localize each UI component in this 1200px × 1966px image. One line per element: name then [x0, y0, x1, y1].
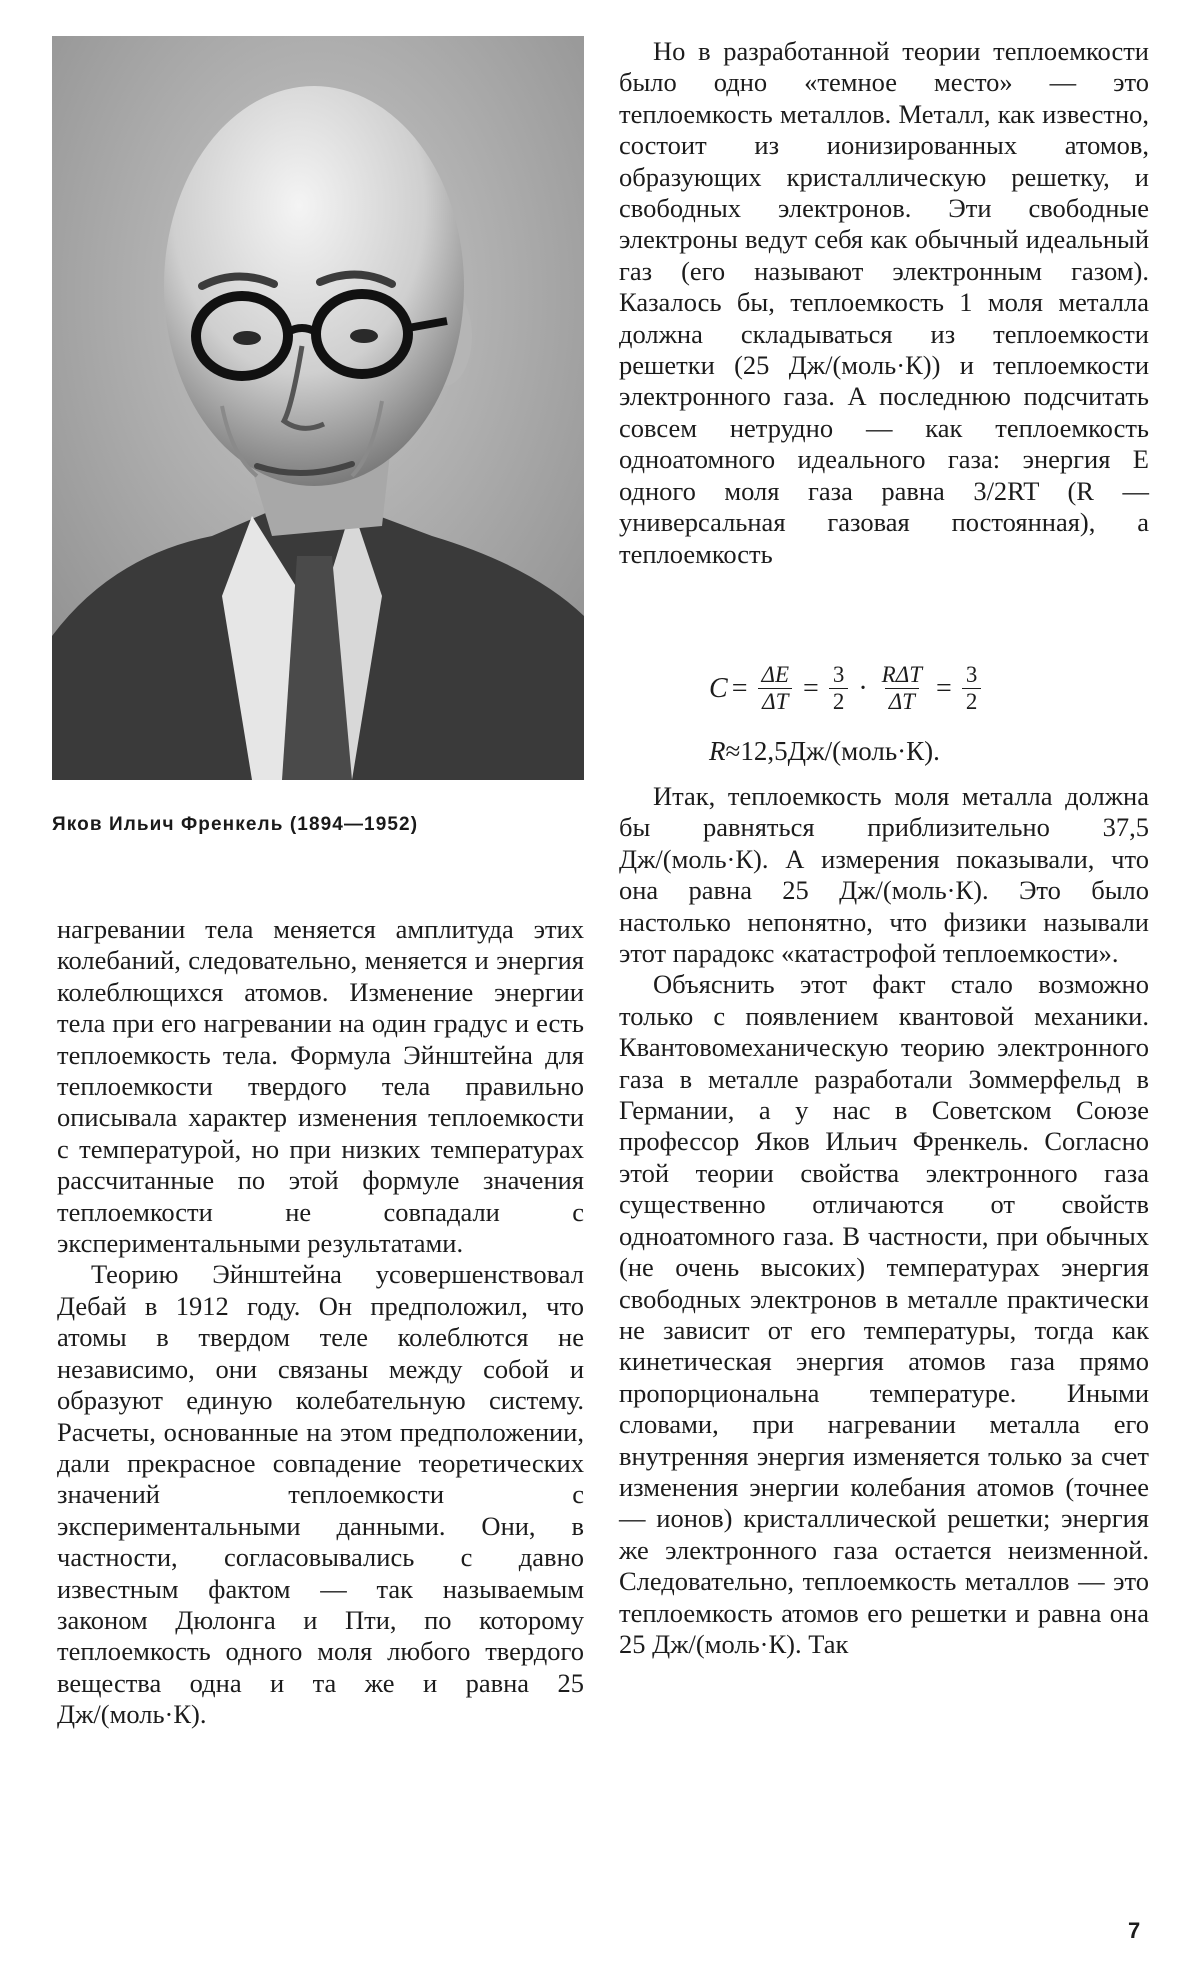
fraction-three-halves — [962, 662, 982, 715]
fraction-denominator: 2 — [829, 688, 849, 715]
paragraph: Объяснить этот факт стало возможно только с появлением квантовой механики. Квантовомеханическую теорию электронного газа в металле разработали Зоммерфельд в Германии, а у нас в Советском Союзе профессор Яков Ильич Френкель. Согласно этой теории свойства электронного газа существенно отличаются от свойств одноатомного газа. В частности, при обычных (не очень высоких) температурах энергия свободных электронов в металле практически не зависит от его температуры, тогда как кинетическая энергия атомов газа прямо пропорциональна температуре. Иными словами, при нагревании металла его внутренняя энергия изменяется только за счет изменения энергии колебания атомов (точнее — ионов) кристаллической решетки; энергия же электронного газа остается неизменной. Следовательно, теплоемкость металлов — это теплоемкость атомов его решетки и равна она 25 Дж/(моль·К). Так — [619, 969, 1149, 1659]
portrait-illustration — [52, 36, 584, 780]
portrait-photo — [52, 36, 584, 780]
formula-dot: · — [858, 672, 868, 704]
fraction-rdt-dt — [878, 662, 926, 715]
formula-equals: = — [936, 672, 952, 704]
paragraph: нагревании тела меняется амплитуда этих колебаний, следовательно, меняется и энергия колеблющихся атомов. Изменение энергии тела при его нагревании на один градус и есть теплоемкость тела. Формула Эйнштейна для теплоемкости твердого тела правильно описывала характер изменения теплоемкости с температурой, но при низких температурах рассчитанные по этой формуле значения теплоемкости не совпадали с экспериментальными результатами. — [57, 914, 584, 1259]
fraction-three-halves — [829, 662, 849, 715]
formula-result: ≈12,5Дж/(моль·К). — [725, 736, 940, 766]
fraction-numerator: 3 — [832, 662, 845, 687]
fraction-denominator: ΔT — [885, 688, 919, 715]
formula-lhs: C — [709, 672, 728, 704]
fraction-numerator: RΔT — [881, 662, 923, 687]
portrait-caption: Яков Ильич Френкель (1894—1952) — [52, 814, 419, 835]
formula-equals: = — [731, 672, 748, 704]
fraction-numerator: 3 — [965, 662, 978, 687]
fraction-de-dt — [757, 662, 793, 715]
formula-var-r: R — [709, 736, 726, 766]
paragraph: Теорию Эйнштейна усовершенствовал Дебай в 1912 году. Он предположил, что атомы в твердом теле колеблются не независимо, они связаны между собой и образуют единую колебательную систему. Расчеты, основанные на этом предположении, дали прекрасное совпадение теоретических значений теплоемкости с экспериментальными данными. Они, в частности, согласовывались с давно известным фактом — так называемым законом Дюлонга и Пти, по которому теплоемкость одного моля любого твердого вещества одна и та же и равна 25 Дж/(моль·К). — [57, 1259, 584, 1730]
paragraph: Но в разработанной теории теплоемкости было одно «темное место» — это теплоемкость металлов. Металл, как известно, состоит из ионизированных атомов, образующих кристаллическую решетку, и свободных электронов. Эти свободные электроны ведут себя как обычный идеальный газ (его называют электронным газом). Казалось бы, теплоемкость 1 моля металла должна складываться из теплоемкости решетки (25 Дж/(моль·К)) и теплоемкости электронного газа. А последнюю подсчитать совсем нетрудно — как теплоемкость одноатомного идеального газа: энергия E одного моля газа равна 3/2RT (R — универсальная газовая постоянная), а теплоемкость — [619, 36, 1149, 569]
page-number: 7 — [1128, 1918, 1141, 1943]
fraction-numerator: ΔE — [761, 662, 790, 687]
right-column-top — [619, 36, 1149, 570]
fraction-denominator: 2 — [962, 688, 982, 715]
formula-equals: = — [803, 672, 819, 704]
heat-capacity-formula — [619, 656, 1149, 776]
fraction-denominator: ΔT — [758, 688, 792, 715]
left-column — [57, 914, 584, 1731]
paragraph: Итак, теплоемкость моля металла должна бы равняться приблизительно 37,5 Дж/(моль·К). А измерения показывали, что она равна 25 Дж/(моль·К). Это было настолько непонятно, что физики называли этот парадокс «катастрофой теплоемкости». — [619, 781, 1149, 969]
right-column-bottom — [619, 781, 1149, 1660]
formula-line-1 — [709, 662, 987, 715]
formula-line-2 — [709, 736, 940, 767]
